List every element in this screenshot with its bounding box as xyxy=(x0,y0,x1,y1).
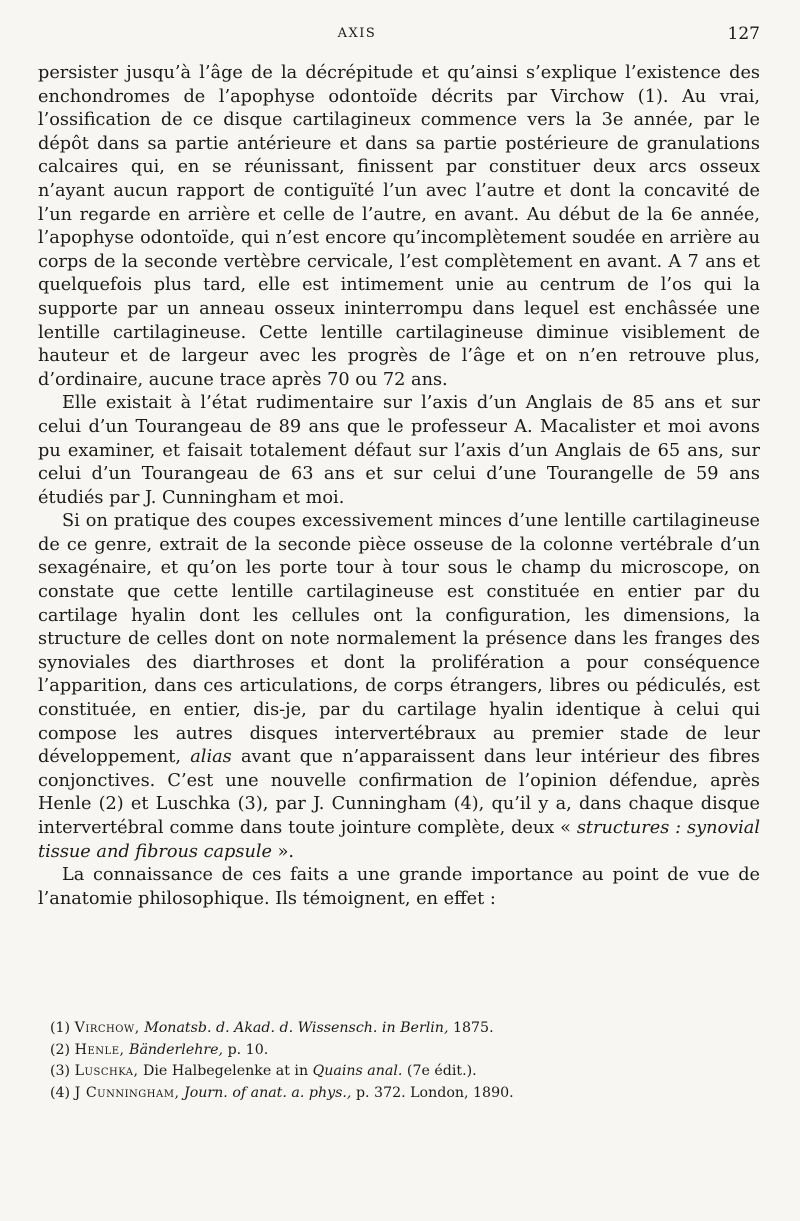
footnote-title: Bänderlehre, xyxy=(129,1041,224,1058)
footnote-1 xyxy=(50,1018,750,1040)
footnote-4 xyxy=(50,1083,750,1105)
footnote-number: (2) xyxy=(50,1041,71,1058)
footnote-title: Quains anal. xyxy=(312,1063,403,1079)
footnotes xyxy=(50,1018,750,1104)
paragraph-2: Elle existait à l’état rudimentaire sur l’axis d’un Anglais de 85 ans et sur celui d’un Tourangeau de 89 ans que le professeur A. Macalister et moi avons pu examiner, et faisait totalement défaut sur l’axis d’un Anglais de 65 ans, sur celui d’un Tourangeau de 63 ans et sur celui d’une Tourangelle de 59 ans étudiés par J. Cunningham et moi. xyxy=(38,393,760,508)
footnote-number: (1) xyxy=(50,1020,71,1036)
footnote-title: Journ. of anat. a. phys., xyxy=(184,1084,352,1101)
paragraph-3-end: ». xyxy=(277,841,295,862)
quoted-phrase: structures : synovial tissue and fibrous capsule xyxy=(38,818,760,862)
footnote-author: Luschka, xyxy=(74,1063,139,1079)
running-head: AXIS xyxy=(337,26,377,41)
alias-term: alias xyxy=(190,747,232,768)
footnote-title: Monatsb. d. Akad. d. Wissensch. in Berlin, xyxy=(144,1020,449,1036)
paragraph-1: persister jusqu’à l’âge de la décrépitude et qu’ainsi s’explique l’existence des enchondromes de l’apophyse odontoïde décrits par Virchow (1). Au vrai, l’ossification de ce disque cartilagineux commence vers la 3e année, par le dépôt dans sa partie antérieure et dans sa partie postérieure de granulations calcaires qui, en se réunissant, finissent par constituer deux arcs osseux n’ayant aucun rapport de contiguïté l’un avec l’autre et dont la concavité de l’un regarde en arrière et celle de l’autre, en avant. Au début de la 6e année, l’apophyse odontoïde, qui n’est encore qu’incomplètement soudée en arrière au corps de la seconde vertèbre cervicale, l’est complètement en avant. A 7 ans et quelquefois plus tard, elle est intimement unie au centrum de l’os qui la supporte par un anneau osseux ininterrompu dans lequel est enchâssée une lentille cartilagineuse. Cette lentille cartilagineuse diminue visiblement de hauteur et de largeur avec les progrès de l’âge et on n’en retrouve plus, d’ordinaire, aucune trace après 70 ou 72 ans. xyxy=(38,63,760,390)
footnote-2 xyxy=(50,1040,750,1062)
footnote-pre: Die Halbegelenke at in xyxy=(143,1063,309,1079)
paragraph-3-text-a: Si on pratique des coupes excessivement minces d’une lentille cartilagineuse de ce genre, extrait de la seconde pièce osseuse de la colonne vertébrale d’un sexagénaire, et qu’on les porte tour à tour sous le champ du microscope, on constate que cette lentille cartilagineuse est constituée en entier par du cartilage hyalin dont les cellules ont la configuration, les dimensions, la structure de celles dont on note normalement la présence dans les franges des synoviales des diarthroses et dont la prolifération a pour conséquence l’apparition, dans ces articulations, de corps étrangers, libres ou pédiculés, est constituée, en entier, dis-je, par du cartilage hyalin identique à celui qui compose les autres disques intervertébraux au premier stade de leur développement, xyxy=(38,511,760,768)
footnote-rest: p. 372. London, 1890. xyxy=(355,1084,514,1101)
footnote-author: J Cunningham, xyxy=(74,1084,180,1101)
footnote-number: (3) xyxy=(50,1063,71,1079)
paragraph-4: La connaissance de ces faits a une grande importance au point de vue de l’anatomie philosophique. Ils témoignent, en effet : xyxy=(38,865,760,909)
footnote-number: (4) xyxy=(50,1084,71,1101)
footnote-rest: (7e édit.). xyxy=(406,1063,477,1079)
paragraph-3 xyxy=(38,510,760,864)
page-header xyxy=(40,24,760,46)
footnote-author: Virchow, xyxy=(74,1020,140,1036)
footnote-author: Henle, xyxy=(74,1041,125,1058)
body-text xyxy=(38,62,760,911)
footnote-rest: p. 10. xyxy=(227,1041,269,1058)
paragraph-3-text-b: avant que n’apparaissent dans leur intérieur des fibres conjonctives. C’est une nouvelle confirmation de l’opinion défendue, après Henle (2) et Luschka (3), par J. Cunningham (4), qu’il y a, dans chaque disque intervertébral comme dans toute jointure complète, deux « xyxy=(38,747,761,838)
footnote-rest: 1875. xyxy=(452,1020,494,1036)
footnote-3 xyxy=(50,1061,750,1083)
page-number: 127 xyxy=(727,24,760,44)
